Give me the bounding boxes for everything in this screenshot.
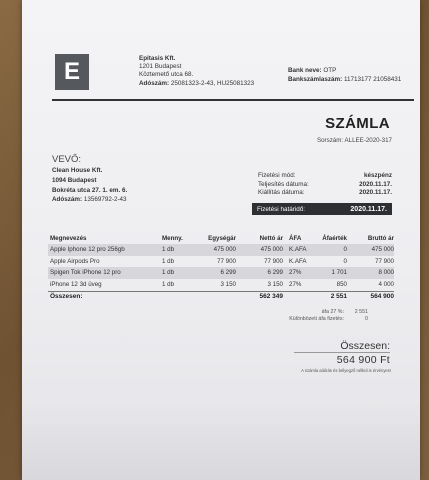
vat-diff-row xyxy=(268,316,368,323)
company-logo xyxy=(55,54,89,90)
vat-diff-label: Különbözeti áfa fizetés: xyxy=(289,316,344,323)
row-name: Spigen Tok iPhone 12 pro xyxy=(50,269,121,277)
header-gross: Bruttó ár xyxy=(367,235,394,242)
table-row xyxy=(48,244,394,256)
row-vat-value: 0 xyxy=(343,257,347,265)
fulfillment-date-label: Teljesítés dátuma: xyxy=(258,180,309,188)
issue-date-row xyxy=(258,189,392,198)
payment-method-row xyxy=(258,172,392,181)
invoice-title: SZÁMLA xyxy=(325,115,390,132)
invoice-serial xyxy=(317,137,392,144)
table-row xyxy=(48,267,394,279)
totals-gross: 564 900 xyxy=(370,293,394,300)
seller-tax-value: 25081323-2-43, HU25081323 xyxy=(170,79,255,87)
row-name: iPhone 12 3d üveg xyxy=(50,280,102,288)
logo-letter: E xyxy=(63,58,80,85)
issue-date-value: 2020.11.17. xyxy=(359,189,392,197)
invoice-paper xyxy=(22,0,420,480)
seller-name: Epitasis Kft. xyxy=(139,55,176,62)
row-gross: 8 000 xyxy=(378,269,394,277)
serial-value: ALLEE-2020-317 xyxy=(344,137,392,144)
paper-shadow xyxy=(22,400,420,480)
bank-account-label: Bankszámlaszám: xyxy=(288,76,343,83)
buyer-name: Clean House Kft. xyxy=(52,167,103,174)
buyer-tax-value: 13569792-2-43 xyxy=(83,196,127,204)
row-vat: K.AFA xyxy=(289,246,307,254)
bank-name-label: Bank neve: xyxy=(288,67,322,74)
totals-label: Összesen: xyxy=(50,293,83,300)
serial-label: Sorszám: xyxy=(316,137,344,144)
issue-date-label: Kiállítás dátuma: xyxy=(258,189,305,197)
row-vat-value: 850 xyxy=(336,280,347,288)
row-gross: 77 900 xyxy=(375,257,394,265)
header-unit-price: Egységár xyxy=(208,235,236,242)
row-vat: 27% xyxy=(289,269,302,277)
buyer-street: Bokréta utca 27. 1. em. 6. xyxy=(52,186,128,194)
totals-divider xyxy=(48,291,394,292)
row-vat: 27% xyxy=(289,280,302,288)
row-net: 475 000 xyxy=(260,246,283,254)
validity-note: A számla aláírás és bélyegző nélkül is érvényes! xyxy=(301,368,391,373)
grand-total-divider xyxy=(294,352,390,353)
vat-rate-value: 2 551 xyxy=(354,309,368,315)
buyer-zip-city: 1094 Budapest xyxy=(52,176,97,184)
totals-vat: 2 551 xyxy=(330,293,347,300)
row-unit-price: 6 299 xyxy=(220,269,236,277)
bank-info xyxy=(288,66,401,84)
row-vat-value: 1 701 xyxy=(331,269,347,277)
row-unit-price: 475 000 xyxy=(213,246,236,254)
row-gross: 4 000 xyxy=(378,280,394,288)
row-qty: 1 db xyxy=(162,246,175,254)
header-divider xyxy=(52,99,414,101)
header-qty: Menny. xyxy=(162,235,183,242)
totals-net: 562 349 xyxy=(259,293,283,300)
fulfillment-date-row xyxy=(258,181,392,190)
grand-total-value: 564 900 Ft xyxy=(336,354,390,366)
row-unit-price: 3 150 xyxy=(220,280,236,288)
row-unit-price: 77 900 xyxy=(217,257,236,265)
row-name: Apple Iphone 12 pro 256gb xyxy=(50,246,125,254)
grand-total-label: Összesen: xyxy=(340,340,390,352)
buyer-tax-label: Adószám: xyxy=(52,196,83,204)
deadline-label: Fizetési határidő: xyxy=(257,205,305,213)
table-row xyxy=(48,256,394,268)
vat-rate-row xyxy=(268,309,368,316)
table-row xyxy=(48,279,394,291)
row-vat: K.AFA xyxy=(289,257,307,265)
header-vat-value: Áfaérték xyxy=(322,235,347,242)
seller-info xyxy=(139,55,254,88)
row-qty: 1 db xyxy=(162,280,175,288)
bank-name-value: OTP xyxy=(323,67,337,74)
row-vat-value: 0 xyxy=(343,246,347,254)
row-qty: 1 db xyxy=(162,257,175,265)
seller-zip-city: 1201 Budapest xyxy=(139,63,182,71)
items-table-header xyxy=(48,233,394,244)
invoice-dates xyxy=(258,172,392,198)
totals-row xyxy=(48,293,394,300)
row-net: 3 150 xyxy=(267,280,283,288)
vat-diff-value: 0 xyxy=(365,316,368,323)
payment-method-value: készpénz xyxy=(364,172,392,179)
items-table xyxy=(48,233,394,290)
buyer-info xyxy=(52,166,127,205)
payment-method-label: Fizetési mód: xyxy=(258,172,296,179)
deadline-value: 2020.11.17. xyxy=(350,205,387,213)
row-net: 77 900 xyxy=(264,257,283,265)
vat-rate-label: áfa 27 %: xyxy=(321,309,344,315)
header-name: Megnevezés xyxy=(50,235,87,242)
header-net: Nettó ár xyxy=(259,235,283,242)
bank-account-value: 11713177 21058431 xyxy=(344,76,402,83)
vat-summary xyxy=(268,309,368,323)
row-net: 6 299 xyxy=(267,269,283,277)
row-qty: 1 db xyxy=(162,269,175,277)
seller-street: Köztemető utca 68. xyxy=(139,71,194,79)
seller-tax-label: Adószám: xyxy=(139,79,170,87)
row-gross: 475 000 xyxy=(371,246,394,254)
header-vat: ÁFA xyxy=(289,235,302,242)
payment-deadline-bar xyxy=(252,203,392,215)
row-name: Apple Airpods Pro xyxy=(50,257,100,265)
buyer-heading: VEVŐ: xyxy=(52,154,82,165)
fulfillment-date-value: 2020.11.17. xyxy=(359,180,392,188)
